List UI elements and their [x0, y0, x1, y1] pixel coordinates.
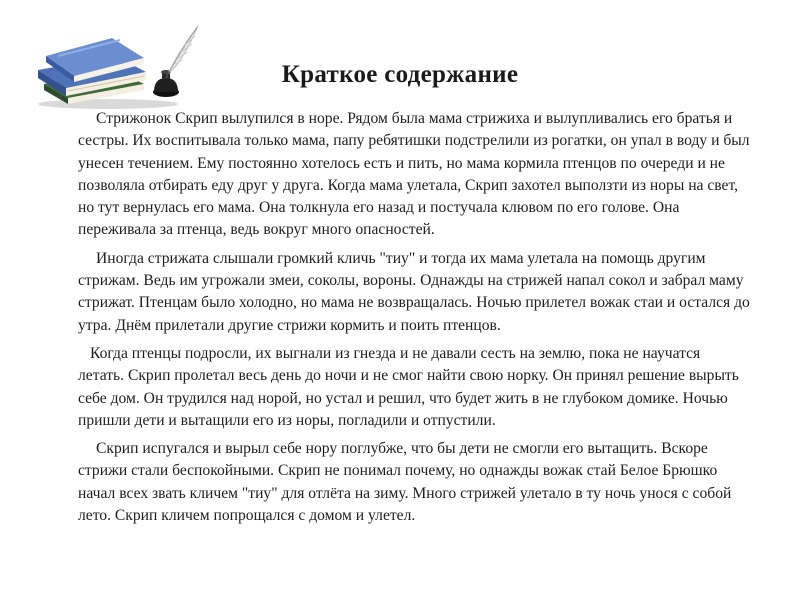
summary-paragraph-4: Скрип испугался и вырыл себе нору поглубже, что бы дети не смогли его вытащить. Вскоре стрижи стали беспокойными. Скрип не понимал почему, но однажды вожак стай Белое Брюшко начал всех звать кличем "тиу" для отлёта на зиму. Много стрижей улетало в ту ночь унося с собой лето. Скрип кличем попрощался с домом и улетел. [78, 440, 732, 525]
summary-text [78, 108, 750, 533]
summary-paragraph-2: Иногда стрижата слышали громкий кличь "тиу" и тогда их мама улетала на помощь другим стрижам. Ведь им угрожали змеи, соколы, вороны. Однажды на стрижей напал сокол и забрал маму стрижат. Птенцам было холодно, но мама не возвращалась. Ночью прилетел вожак стаи и остался до утра. Днём прилетали другие стрижи кормить и поить птенцов. [78, 249, 750, 334]
summary-paragraph-1: Стрижонок Скрип вылупился в норе. Рядом была мама стрижиха и вылупливались его братья и сестры. Их воспитывала только мама, папу ребятишки подстрелили из рогатки, он упал в воду и был унесен течением. Ему постоянно хотелось есть и пить, но мама кормила птенцов по очереди и не позволяла отбирать еду друг у друга. Когда мама улетала, Скрип захотел выползти из норы на свет, но тут вернулась его мама. Она толкнула его назад и постучала клювом по его голове. Она переживала за птенца, ведь вокруг много опасностей. [78, 110, 750, 239]
summary-paragraph-3: Когда птенцы подросли, их выгнали из гнезда и не давали сесть на землю, пока не научатся летать. Скрип пролетал весь день до ночи и не смог найти свою норку. Он принял решение вырыть себе дом. Он трудился над норой, но устал и решил, что будет жить в не глубоком домике. Ночью пришли дети и вытащили его из норы, погладили и отпустили. [78, 344, 739, 429]
slide-title: Краткое содержание [281, 61, 519, 88]
